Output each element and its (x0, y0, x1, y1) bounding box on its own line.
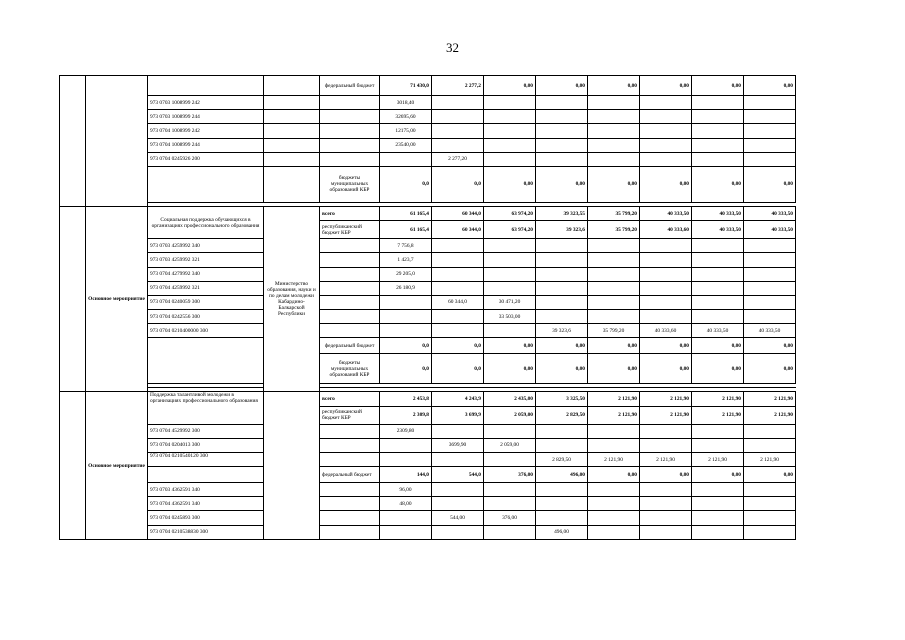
event-title: Социальная поддержка обучающихся в организациях профессионального образования (148, 206, 264, 238)
budget-code: 973 0704 1008999 242 (148, 124, 264, 138)
budget-code: 973 0704 4279992 340 (148, 267, 264, 281)
table-row: 973 0703 4259992 340 7 756,8 (60, 239, 796, 253)
funding-source-label: федеральный бюджет (320, 467, 380, 483)
event-title: Поддержка талантливой молодежи в организациях профессионального образования (148, 392, 264, 424)
budget-code: 973 0704 0245926 200 (148, 152, 264, 166)
funding-source-label: федеральный бюджет (320, 338, 380, 354)
table-row: 973 0704 4529992 300 2309,80 (60, 424, 796, 438)
table-row: Основное мероприятие Социальная поддержка обучающихся в организациях профессионального образования Министерство образования, науки и по делам молодежи Кабардино-Балкарской Республики всего 61 165,4 60 344,0 63 974,20 39 323,55 35 799,20 40 333,50 40 333,50 40 333,50 (60, 206, 796, 220)
executor-label: Министерство образования, науки и по делам молодежи Кабардино-Балкарской Республики (264, 206, 320, 392)
table-row: федеральный бюджет 144,0 544,0 376,00 496,00 0,00 0,00 0,00 0,00 (60, 467, 796, 483)
table-row: 973 0704 4362591 340 48,00 (60, 497, 796, 511)
budget-code: 973 0704 4529992 300 (148, 424, 264, 438)
funding-source-label: бюджеты муниципальных образований КБР (320, 354, 380, 384)
main-event-label: Основное мероприятие (86, 392, 148, 540)
table-row: бюджеты муниципальных образований КБР 0,0 0,0 0,00 0,00 0,00 0,00 0,00 0,00 (60, 166, 796, 202)
budget-code: 973 0703 1008999 242 (148, 96, 264, 110)
budget-code: 973 0704 0204013 300 (148, 438, 264, 452)
table-row: 973 0704 4259992 321 26 180,9 (60, 281, 796, 295)
main-event-label: Основное мероприятие (86, 206, 148, 392)
funding-source-label: республиканский бюджет КБР (320, 406, 380, 424)
budget-code: 973 0704 0242556 300 (148, 310, 264, 324)
table-row: республиканский бюджет КБР 61 165,4 60 344,0 63 974,20 39 323,6 35 799,20 40 333,60 40 333,50 40 333,50 (60, 221, 796, 239)
table-row: 973 0703 4259992 321 1 423,7 (60, 253, 796, 267)
table-row: 973 0704 0245893 300 544,00 376,00 (60, 511, 796, 525)
table-row: 973 0704 0204013 300 3699,90 2 059,00 (60, 438, 796, 452)
budget-code: 973 0704 0210400000 300 (148, 324, 264, 338)
table-row: 973 0704 0240059 300 60 344,0 30 471,20 (60, 295, 796, 309)
table-row: 973 0704 1008999 242 12175,00 (60, 124, 796, 138)
table-row: 973 0703 1008999 244 32695,60 (60, 110, 796, 124)
page-number: 32 (446, 40, 459, 55)
funding-source-label: федеральный бюджет (320, 76, 380, 96)
table-row: 973 0704 4279992 340 29 205,0 (60, 267, 796, 281)
budget-code: 973 0704 0240059 300 (148, 295, 264, 309)
funding-source-label: бюджеты муниципальных образований КБР (320, 166, 380, 202)
table-row: 973 0704 0245926 200 2 277,20 (60, 152, 796, 166)
table-row: 973 0704 1008999 244 23540,00 (60, 138, 796, 152)
table-row: 973 0704 0210400000 300 39 323,6 35 799,20 40 333,60 40 333,50 40 333,50 (60, 324, 796, 338)
table-row: республиканский бюджет КБР 2 309,8 3 699,9 2 059,00 2 829,50 2 121,90 2 121,90 2 121,90 2 121,90 (60, 406, 796, 424)
funding-source-label: республиканский бюджет КБР (320, 221, 380, 239)
table-row: 973 0704 0242556 300 33 503,00 (60, 310, 796, 324)
budget-table (59, 75, 795, 540)
budget-code: 973 0703 1008999 244 (148, 110, 264, 124)
table-row: 973 0704 0210538830 300 496,00 (60, 525, 796, 539)
budget-code: 973 0704 0210540120 300 (148, 453, 264, 467)
budget-code: 973 0703 4259992 321 (148, 253, 264, 267)
table-row: бюджеты муниципальных образований КБР 0,0 0,0 0,00 0,00 0,00 0,00 0,00 0,00 (60, 354, 796, 384)
table-row: федеральный бюджет 71 430,0 2 277,2 0,00 0,00 0,00 0,00 0,00 0,00 (60, 76, 796, 96)
budget-code: 973 0704 4259992 321 (148, 281, 264, 295)
budget-code: 973 0704 4362591 340 (148, 497, 264, 511)
table-row: 973 0703 1008999 242 3018,40 (60, 96, 796, 110)
table-row: Основное мероприятие Поддержка талантливой молодежи в организациях профессионального образования всего 2 453,8 4 243,9 2 435,00 3 325,50 2 121,90 2 121,90 2 121,90 2 121,90 (60, 392, 796, 406)
budget-code: 973 0704 0245893 300 (148, 511, 264, 525)
budget-code: 973 0704 0210538830 300 (148, 525, 264, 539)
table-row: федеральный бюджет 0,0 0,0 0,00 0,00 0,00 0,00 0,00 0,00 (60, 338, 796, 354)
table-row: 973 0704 0210540120 300 2 829,50 2 121,90 2 121,90 2 121,90 2 121,90 (60, 453, 796, 467)
table-row: 973 0703 4362591 340 96,00 (60, 483, 796, 497)
budget-code: 973 0704 1008999 244 (148, 138, 264, 152)
budget-code: 973 0703 4362591 340 (148, 483, 264, 497)
budget-code: 973 0703 4259992 340 (148, 239, 264, 253)
